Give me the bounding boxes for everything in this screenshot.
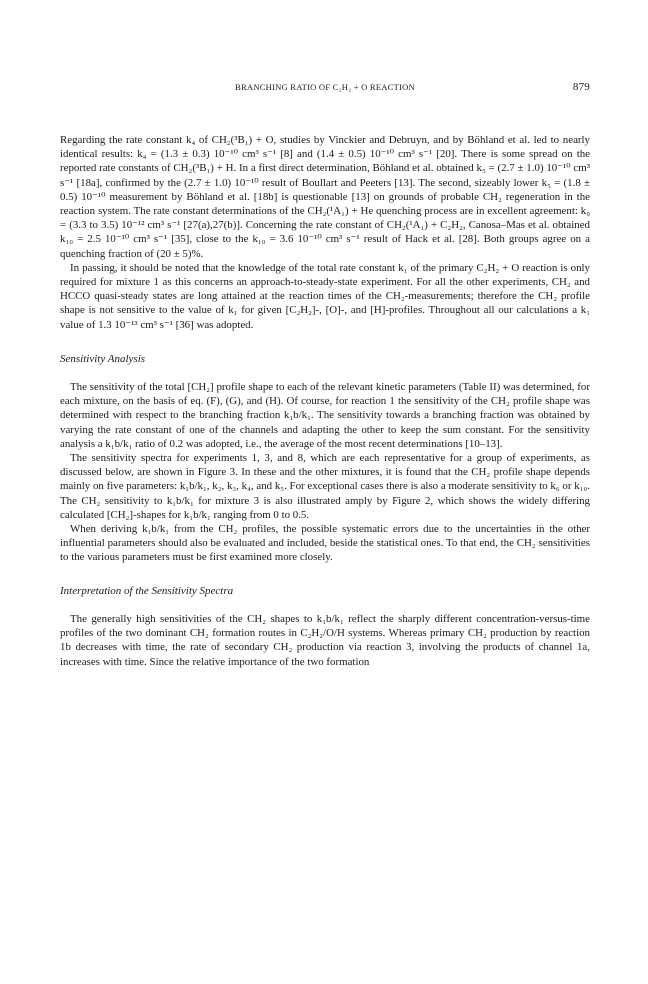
running-title: BRANCHING RATIO OF C₂H₂ + O REACTION [235, 82, 415, 92]
section-heading: Interpretation of the Sensitivity Spectra [60, 584, 234, 597]
paragraph: In passing, it should be noted that the knowledge of the total rate constant k₁ of the primary C₂H₂ + O reaction is only required for mixture 1 as this concerns an approach-to-steady-state experiment. For all the other experiments, CH₂ and HCCO quasi-steady states are long attained at the reaction times of the CH₂-measurements; therefore the CH₂ profile shape is not sensitive to the value of k₁ for given [C₂H₂]-, [O]-, and [H]-profiles. Throughout all our calculations a k₁ value of 1.3 10⁻¹³ cm³ s⁻¹ [36] was adopted. [60, 261, 590, 331]
running-header [60, 80, 590, 96]
section-heading: Sensitivity Analysis [60, 352, 146, 365]
article-body [60, 133, 590, 669]
paragraph: When deriving k₁b/k₁ from the CH₂ profiles, the possible systematic errors due to the uncertainties in the other influential parameters should also be evaluated and included, beside the statistical ones. To that end, the CH₂ sensitivities to the various parameters must be first examined more closely. [60, 523, 590, 564]
paragraph: The sensitivity of the total [CH₂] profile shape to each of the relevant kinetic parameters (Table II) was determined, for each mixture, on the basis of eq. (F), (G), and (H). Of course, for reaction 1 the sensitivity of the CH₂ profile shape was determined with respect to the branching fraction k₁b/k₁. The sensitivity towards a branching fraction was obtained by varying the rate constant of one of the channels and adapting the other to keep the sum constant. For the sensitivity analysis a k₁b/k₁ ratio of 0.2 was adopted, i.e., the average of the most recent determinations [10–13]. [60, 381, 590, 450]
paragraph: The generally high sensitivities of the CH₂ shapes to k₁b/k₁ reflect the sharply different concentration-versus-time profiles of the two dominant CH₂ formation routes in C₂H₂/O/H systems. Whereas primary CH₂ production by reaction 1b decreases with time, the rate of secondary CH₂ production via reaction 3, involving the products of channel 1a, increases with time. Since the relative importance of the two formation [60, 612, 590, 668]
paragraph: Regarding the rate constant k₄ of CH₂(³B₁) + O, studies by Vinckier and Debruyn, and by Böhland et al. led to nearly identical results: k₄ = (1.3 ± 0.3) 10⁻¹⁰ cm³ s⁻¹ [8] and (1.4 ± 0.5) 10⁻¹⁰ cm³ s⁻¹ [20]. There is some spread on the reported rate constants of CH₂(³B₁) + H. In a first direct determination, Böhland et al. obtained k₅ = (2.7 ± 1.0) 10⁻¹⁰ cm³ s⁻¹ [18a], confirmed by the (2.7 ± 1.0) 10⁻¹⁰ result of Boullart and Peeters [13]. The second, sizeably lower k₅ = (1.8 ± 0.5) 10⁻¹⁰ measurement by Böhland et al. [18b] is questionable [13] on grounds of probable CH₂ regeneration in the reaction system. The rate constant determinations of the CH₂(¹A₁) + He quenching process are in excellent agreement: k₉ = (3.3 to 3.5) 10⁻¹² cm³ s⁻¹ [27(a),27(b)]. Concerning the rate constant of CH₂(¹A₁) + C₂H₂, Canosa–Mas et al. obtained k₁₀ = 2.5 10⁻¹⁰ cm³ s⁻¹ [35], close to the k₁₀ = 3.6 10⁻¹⁰ cm³ s⁻¹ result of Hack et al. [28]. Both groups agree on a quenching fraction of (20 ± 5)%. [60, 134, 590, 260]
page-number: 879 [572, 81, 590, 93]
paragraph: The sensitivity spectra for experiments 1, 3, and 8, which are each representative for a group of experiments, as discussed below, are shown in Figure 3. In these and the other mixtures, it is found that the CH₂ profile shape depends mainly on five parameters: k₁b/k₁, k₂, k₃, k₄, and k₅. For exceptional cases there is also a moderate sensitivity to k₆ or k₁₀. The CH₂ sensitivity to k₁b/k₁ for mixture 3 is also illustrated amply by Figure 2, which shows the widely differing calculated [CH₂]-shapes for k₁b/k₁ ranging from 0 to 0.5. [60, 452, 590, 521]
